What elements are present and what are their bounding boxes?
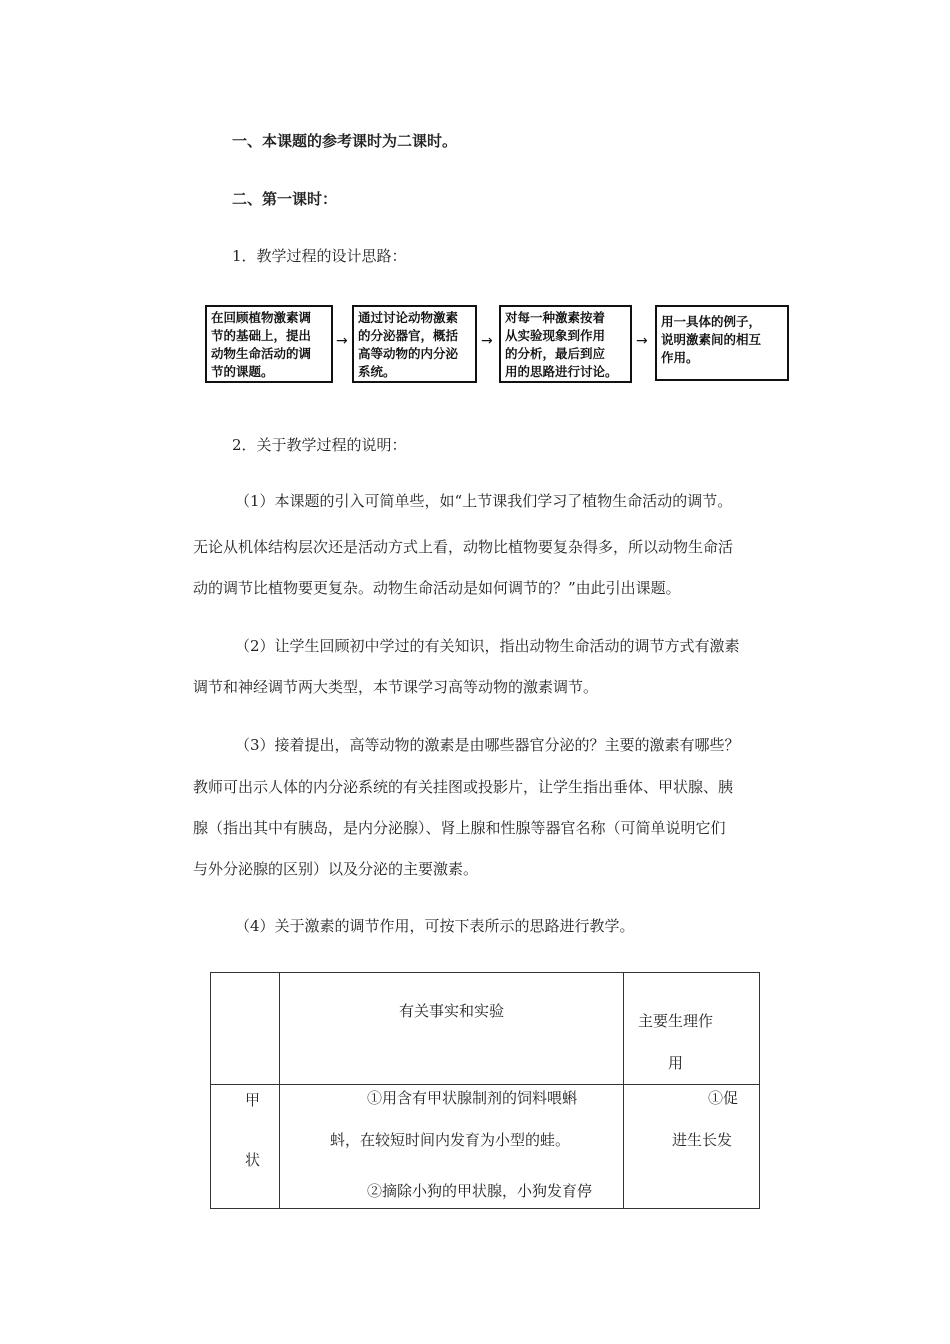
table-header-facts xyxy=(280,973,624,1085)
table-cell-function-text xyxy=(624,1085,759,1151)
table-header-cell-empty xyxy=(211,973,280,1085)
paragraph-1-line: 动的调节比植物要更复杂。动物生命活动是如何调节的？”由此引出课题。 xyxy=(193,579,681,597)
table-cell-facts-text xyxy=(280,1085,623,1202)
item-2-title: 2．关于教学过程的说明： xyxy=(232,436,407,454)
table-header-function-line: 用 xyxy=(668,1054,684,1072)
fact-line: 蚪，在较短时间内发育为小型的蛙。 xyxy=(330,1131,571,1149)
table-cell-function xyxy=(624,1085,760,1209)
paragraph-3-line: 腺（指出其中有胰岛，是内分泌腺）、肾上腺和性腺等器官名称（可简单说明它们 xyxy=(193,819,726,837)
table-row xyxy=(211,1085,760,1209)
flow-line: 节的课题。 xyxy=(211,364,274,379)
flow-line: 通过讨论动物激素 xyxy=(358,310,459,325)
flow-arrow: → xyxy=(481,333,493,349)
flow-line: 节的基础上，提出 xyxy=(211,328,312,343)
section-heading-1: 一、本课题的参考课时为二课时。 xyxy=(232,132,458,150)
flow-step-4 xyxy=(655,305,789,381)
section-heading-2: 二、第一课时： xyxy=(232,190,338,208)
flow-line: 在回顾植物激素调 xyxy=(211,310,312,325)
flow-arrow: → xyxy=(636,333,648,349)
gland-line: 状 xyxy=(245,1151,261,1169)
item-1-title: 1．教学过程的设计思路： xyxy=(232,247,407,265)
paragraph-3-line: （3）接着提出，高等动物的激素是由哪些器官分泌的？主要的激素有哪些？ xyxy=(235,736,740,754)
flow-step-2 xyxy=(352,305,477,383)
function-line: 进生长发 xyxy=(672,1131,733,1149)
flow-line: 高等动物的内分泌 xyxy=(358,346,459,361)
fact-line: ②摘除小狗的甲状腺，小狗发育停 xyxy=(367,1182,593,1200)
paragraph-3-line: 与外分泌腺的区别）以及分泌的主要激素。 xyxy=(193,860,479,878)
flow-line: 从实验现象到作用 xyxy=(505,328,606,343)
table-cell-facts xyxy=(280,1085,624,1209)
paragraph-3-line: 教师可出示人体的内分泌系统的有关挂图或投影片，让学生指出垂体、甲状腺、胰 xyxy=(193,778,734,796)
flow-line: 系统。 xyxy=(358,364,396,379)
table-header-facts-label: 有关事实和实验 xyxy=(398,1002,504,1020)
table-header-function-text xyxy=(624,973,759,1084)
paragraph-1-line: 无论从机体结构层次还是活动方式上看，动物比植物要复杂得多，所以动物生命活 xyxy=(193,538,734,556)
paragraph-2-line: （2）让学生回顾初中学过的有关知识，指出动物生命活动的调节方式有激素 xyxy=(235,637,740,655)
flow-line: 说明激素间的相互 xyxy=(661,332,762,347)
table-cell-gland xyxy=(211,1085,280,1209)
table-header-row xyxy=(211,973,760,1085)
flow-line: 用一具体的例子， xyxy=(661,314,762,329)
flow-line: 对每一种激素按着 xyxy=(505,310,606,325)
table-header-function xyxy=(624,973,760,1085)
paragraph-2-line: 调节和神经调节两大类型，本节课学习高等动物的激素调节。 xyxy=(193,678,599,696)
hormone-function-table xyxy=(210,972,760,1209)
flow-line: 的分析，最后到应 xyxy=(505,346,606,361)
flow-line: 用的思路进行讨论。 xyxy=(505,364,618,379)
flow-step-1 xyxy=(205,305,333,383)
flow-line: 的分泌器官，概括 xyxy=(358,328,459,343)
flow-line: 作用。 xyxy=(661,350,699,365)
flow-arrow: → xyxy=(336,333,348,349)
flow-step-3 xyxy=(499,305,632,383)
flow-line: 动物生命活动的调 xyxy=(211,346,312,361)
table-cell-gland-text xyxy=(211,1085,279,1170)
fact-line: ①用含有甲状腺制剂的饲料喂蝌 xyxy=(367,1089,578,1107)
table-header-function-line: 主要生理作 xyxy=(638,1012,714,1030)
gland-line: 甲 xyxy=(245,1091,261,1109)
paragraph-4: （4）关于激素的调节作用，可按下表所示的思路进行教学。 xyxy=(235,917,635,935)
function-line: ①促 xyxy=(708,1089,739,1107)
paragraph-1-line: （1）本课题的引入可简单些，如“上节课我们学习了植物生命活动的调节。 xyxy=(235,492,733,510)
